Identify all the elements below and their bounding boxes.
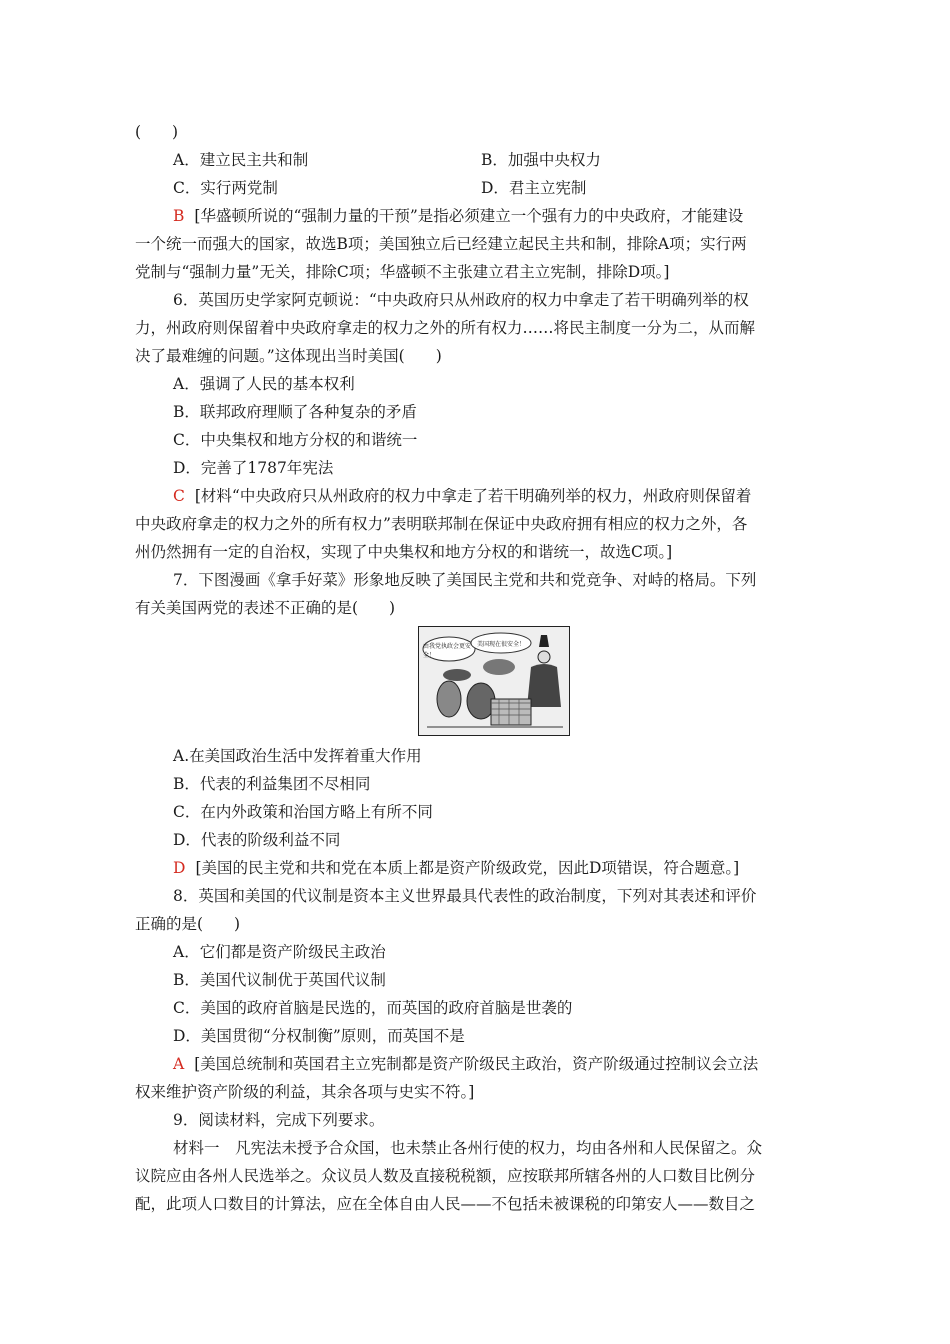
q8-stem-line1: 8．英国和美国的代议制是资本主义世界最具代表性的政治制度，下列对其表述和评价 <box>173 887 757 905</box>
q5-explanation-line1: B [华盛顿所说的“强制力量的干预”是指必须建立一个强有力的中央政府，才能建设 <box>173 207 744 225</box>
cartoon-text-right: 美国现在很安全！ <box>477 641 526 648</box>
q5-answer: B <box>173 207 185 225</box>
q7-option-b: B．代表的利益集团不尽相同 <box>173 775 371 793</box>
q6-option-a: A．强调了人民的基本权利 <box>173 375 355 393</box>
q8-explanation-line1: A [美国总统制和英国君主立宪制都是资产阶级民主政治，资产阶级通过控制议会立法 <box>173 1055 759 1073</box>
q9-material1-line3: 配，此项人口数目的计算法，应在全体自由人民——不包括未被课税的印第安人——数目之 <box>135 1195 756 1213</box>
q8-explanation-line2: 权来维护资产阶级的利益，其余各项与史实不符。] <box>135 1083 475 1101</box>
q7-answer: D <box>173 859 186 877</box>
q5-option-a: A．建立民主共和制 <box>173 151 309 169</box>
q6-option-c: C．中央集权和地方分权的和谐统一 <box>173 431 418 449</box>
q6-explanation-line3: 州仍然拥有一定的自治权，实现了中央集权和地方分权的和谐统一，故选C项。] <box>135 543 673 561</box>
cartoon-image <box>418 626 570 736</box>
q7-option-a: A.在美国政治生活中发挥着重大作用 <box>173 747 422 765</box>
q8-option-d: D．美国贯彻“分权制衡”原则，而英国不是 <box>173 1027 465 1045</box>
q6-explanation-line1: C [材料“中央政府只从州政府的权力中拿走了若干明确列举的权力，州政府则保留着 <box>173 487 752 505</box>
q7-explanation-line1: D [美国的民主党和共和党在本质上都是资产阶级政党，因此D项错误，符合题意。] <box>173 859 740 877</box>
q8-stem-line2: 正确的是( ) <box>135 915 241 933</box>
q5-option-c: C．实行两党制 <box>173 179 278 197</box>
q6-stem-line2: 力，州政府则保留着中央政府拿走的权力之外的所有权力……将民主制度一分为二，从而解 <box>135 319 756 337</box>
q7-stem-line1: 7．下图漫画《拿手好菜》形象地反映了美国民主党和共和党竞争、对峙的格局。下列 <box>173 571 757 589</box>
q5-explanation-line3: 党制与“强制力量”无关，排除C项；华盛顿不主张建立君主立宪制，排除D项。] <box>135 263 670 281</box>
q6-option-d: D．完善了1787年宪法 <box>173 459 334 477</box>
q9-stem: 9．阅读材料，完成下列要求。 <box>173 1111 385 1129</box>
q5-explanation-line2: 一个统一而强大的国家，故选B项；美国独立后已经建立起民主共和制，排除A项；实行两 <box>135 235 747 253</box>
q8-answer: A <box>173 1055 185 1073</box>
q9-material1-line1: 材料一 凡宪法未授予合众国，也未禁止各州行使的权力，均由各州和人民保留之。众 <box>173 1139 763 1157</box>
q7-option-c: C．在内外政策和治国方略上有所不同 <box>173 803 433 821</box>
q9-material1-line2: 议院应由各州人民选举之。众议员人数及直接税税额，应按联邦所辖各州的人口数目比例分 <box>135 1167 756 1185</box>
q5-stem-end: ( ) <box>135 123 179 141</box>
q8-option-b: B．美国代议制优于英国代议制 <box>173 971 386 989</box>
q7-stem-line2: 有关美国两党的表述不正确的是( ) <box>135 599 396 617</box>
q7-option-d: D．代表的阶级利益不同 <box>173 831 341 849</box>
q6-explanation-line2: 中央政府拿走的权力之外的所有权力”表明联邦制在保证中央政府拥有相应的权力之外，各 <box>135 515 748 533</box>
cartoon-text-left: 由我党执政会更安全！ <box>423 643 472 659</box>
q8-option-a: A．它们都是资产阶级民主政治 <box>173 943 386 961</box>
q6-stem-line1: 6．英国历史学家阿克顿说：“中央政府只从州政府的权力中拿走了若干明确列举的权 <box>173 291 749 309</box>
q6-answer: C <box>173 487 185 505</box>
q6-stem-line3: 决了最难缠的问题。”这体现出当时美国( ) <box>135 347 442 365</box>
q8-option-c: C．美国的政府首脑是民选的，而英国的政府首脑是世袭的 <box>173 999 573 1017</box>
q6-option-b: B．联邦政府理顺了各种复杂的矛盾 <box>173 403 417 421</box>
q5-option-d: D．君主立宪制 <box>481 179 587 197</box>
q5-option-b: B．加强中央权力 <box>481 151 601 169</box>
